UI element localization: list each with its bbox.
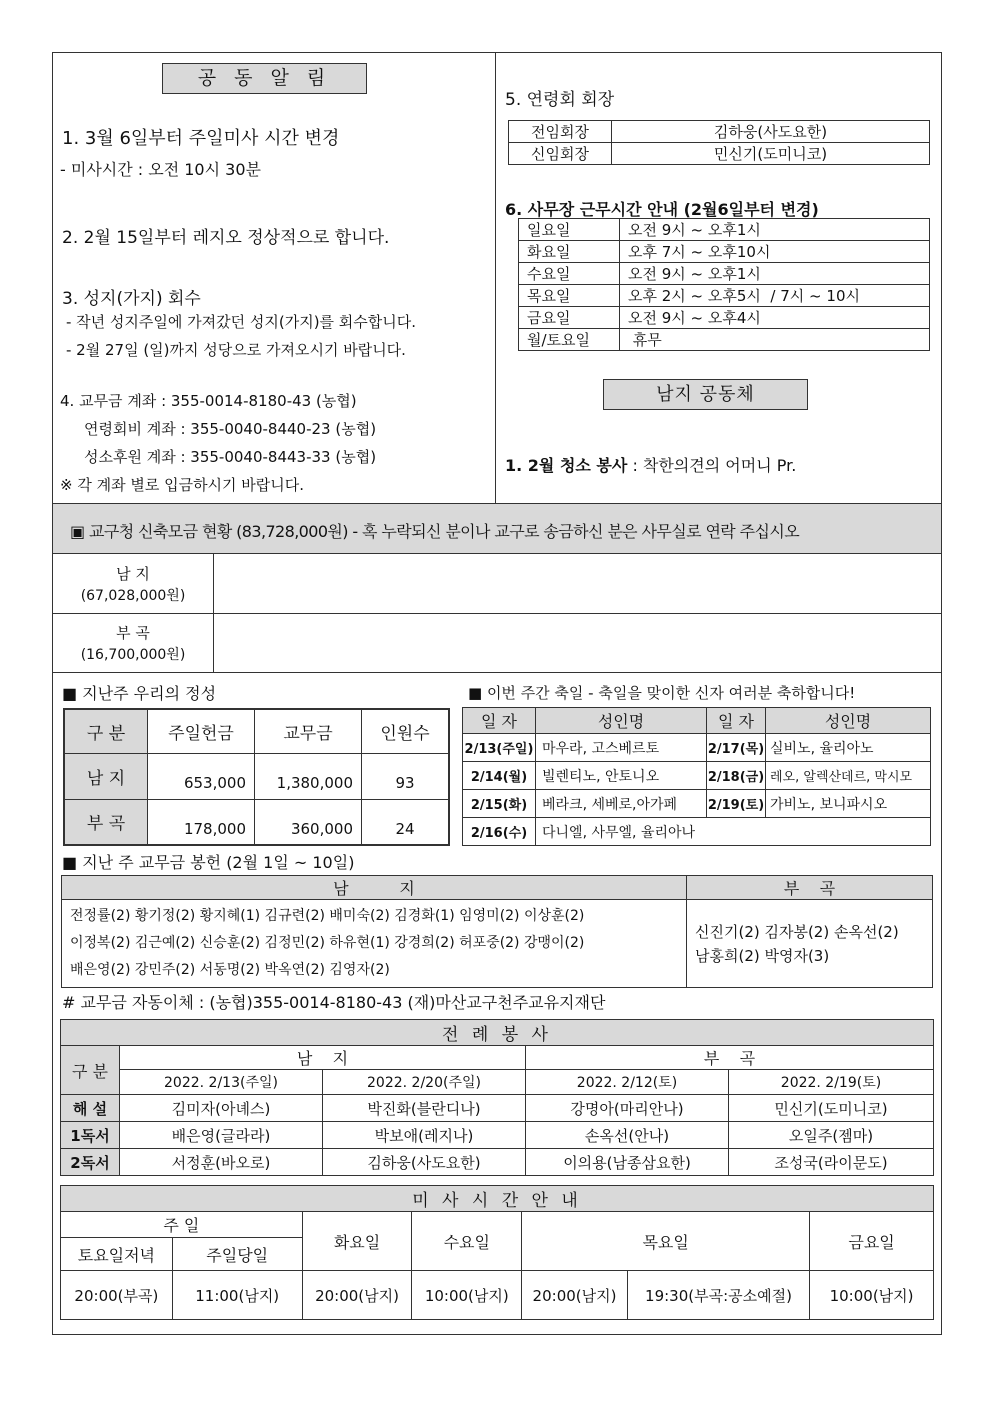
notice-item1-detail: - 미사시간 : 오전 10시 30분 (60, 160, 261, 179)
feast-saint: 다니엘, 사무엘, 율리아나 (536, 818, 931, 846)
office-hours-table (518, 218, 930, 351)
fund-divider (53, 613, 941, 614)
office-hours-row (519, 219, 930, 241)
office-time: 오전 9시 ~ 오후1시 (620, 219, 930, 241)
office-time: 오후 7시 ~ 오후10시 (620, 241, 930, 263)
offering-title: ■ 지난주 우리의 정성 (62, 684, 217, 703)
fund-header: ▣ 교구청 신축모금 현황 (83,728,000원) - 혹 누락되신 분이나 교구로 송금하신 분은 사무실로 연락 주십시오 (70, 522, 800, 541)
feast-date: 2/16(수) (463, 818, 536, 846)
office-day: 월/토요일 (519, 329, 620, 351)
mass-sunday: 주 일 (61, 1212, 303, 1238)
notice-item3-line1: - 작년 성지주일에 가져갔던 성지(가지)를 회수합니다. (66, 313, 417, 331)
notice-item1-title: 1. 3월 6일부터 주일미사 시간 변경 (62, 128, 340, 149)
office-day: 목요일 (519, 285, 620, 307)
mass-sun-day: 주일당일 (172, 1238, 302, 1271)
offering-table (63, 708, 450, 846)
feast-header: 일 자 (707, 708, 766, 734)
feast-row (463, 818, 931, 846)
mass-time: 20:00(남지) (522, 1271, 628, 1320)
association-row (509, 121, 930, 143)
notice-item6-title: 6. 사무장 근무시간 안내 (2월6일부터 변경) (505, 200, 819, 219)
feast-table (462, 707, 931, 846)
feast-row (463, 790, 931, 818)
fund-divider (213, 554, 214, 672)
fund-namji-name: 남 지 (116, 565, 150, 583)
namji-cleaning-label: 1. 2월 청소 봉사 (505, 456, 628, 475)
feast-header: 일 자 (463, 708, 536, 734)
offering-header: 인원수 (362, 709, 450, 753)
mass-wed: 수요일 (412, 1212, 522, 1271)
notice-item4-note: ※ 각 계좌 별로 입금하시기 바랍니다. (60, 476, 305, 494)
liturgy-name: 배은영(글라라) (120, 1122, 323, 1149)
fund-bugok-name: 부 곡 (116, 624, 150, 642)
namji-cleaning-value: : 착한의견의 어머니 Pr. (632, 456, 797, 475)
offering-row (64, 753, 449, 799)
liturgy-name: 손옥선(안나) (526, 1122, 729, 1149)
liturgy-date: 2022. 2/19(토) (729, 1070, 934, 1095)
office-hours-row (519, 307, 930, 329)
office-time: 오전 9시 ~ 오후4시 (620, 307, 930, 329)
office-hours-row (519, 285, 930, 307)
feast-title: ■ 이번 주간 축일 - 축일을 맞이한 신자 여러분 축하합니다! (468, 684, 856, 702)
feast-saint: 가비노, 보니파시오 (766, 790, 931, 818)
dues-title: ■ 지난 주 교무금 봉헌 (2월 1일 ~ 10일) (62, 853, 355, 872)
feast-row (463, 734, 931, 762)
mass-time: 10:00(남지) (412, 1271, 522, 1320)
mass-sat-eve: 토요일저녁 (61, 1238, 173, 1271)
notice-item3-line2: - 2월 27일 (일)까지 성당으로 가져오시기 바랍니다. (66, 341, 406, 359)
liturgy-date: 2022. 2/13(주일) (120, 1070, 323, 1095)
feast-date: 2/14(월) (463, 762, 536, 790)
association-name: 김하웅(사도요한) (612, 121, 930, 143)
feast-date: 2/13(주일) (463, 734, 536, 762)
liturgy-name: 서정훈(바오로) (120, 1149, 323, 1176)
mass-times-row (61, 1271, 934, 1320)
liturgy-row (61, 1095, 934, 1122)
offering-row (64, 799, 449, 845)
liturgy-role: 2독서 (61, 1149, 120, 1176)
liturgy-date: 2022. 2/20(주일) (323, 1070, 526, 1095)
namji-cleaning (505, 453, 796, 476)
association-label: 전임회장 (509, 121, 612, 143)
liturgy-name: 김하웅(사도요한) (323, 1149, 526, 1176)
liturgy-row (61, 1149, 934, 1176)
mass-tue: 화요일 (302, 1212, 412, 1271)
column-divider (495, 52, 496, 503)
namji-community-title: 남지 공동체 (603, 379, 808, 410)
office-time: 휴무 (620, 329, 930, 351)
liturgy-name: 이의용(남종삼요한) (526, 1149, 729, 1176)
notice-item5-title: 5. 연령회 회장 (505, 90, 615, 110)
offering-people: 93 (362, 753, 450, 799)
mass-time: 20:00(남지) (302, 1271, 412, 1320)
office-day: 수요일 (519, 263, 620, 285)
offering-name: 부 곡 (64, 799, 148, 845)
offering-header: 주일헌금 (148, 709, 255, 753)
feast-date: 2/17(목) (707, 734, 766, 762)
liturgy-table (60, 1019, 934, 1176)
liturgy-name: 강명아(마리안나) (526, 1095, 729, 1122)
feast-saint: 실비노, 율리아노 (766, 734, 931, 762)
mass-table (60, 1185, 934, 1320)
association-label: 신임회장 (509, 143, 612, 165)
offering-sunday: 653,000 (148, 753, 255, 799)
liturgy-name: 민신기(도미니코) (729, 1095, 934, 1122)
offering-header: 구 분 (64, 709, 148, 753)
notice-item4-line1: 4. 교무금 계좌 : 355-0014-8180-43 (농협) (60, 392, 357, 410)
dues-namji-line: 전정률(2) 황기정(2) 황지혜(1) 김규련(2) 배미숙(2) 김경화(1) 임영미(2) 이상훈(2) (70, 908, 585, 924)
liturgy-date: 2022. 2/12(토) (526, 1070, 729, 1095)
office-day: 화요일 (519, 241, 620, 263)
offering-header: 교무금 (255, 709, 362, 753)
mass-time: 10:00(남지) (810, 1271, 934, 1320)
offering-dues: 360,000 (255, 799, 362, 845)
liturgy-bugok: 부 곡 (526, 1046, 934, 1070)
feast-saint: 레오, 알렉산데르, 막시모 (766, 762, 931, 790)
notice-item4-line3: 성소후원 계좌 : 355-0040-8443-33 (농협) (84, 448, 377, 466)
association-table (508, 120, 930, 165)
offering-sunday: 178,000 (148, 799, 255, 845)
liturgy-name: 박진화(블란디나) (323, 1095, 526, 1122)
mass-thu: 목요일 (522, 1212, 810, 1271)
dues-namji-header: 남 지 (62, 876, 687, 900)
notice-item4-line2: 연령회비 계좌 : 355-0040-8440-23 (농협) (84, 420, 377, 438)
notice-title: 공 동 알 림 (162, 63, 367, 94)
feast-saint: 빌렌티노, 안토니오 (536, 762, 707, 790)
feast-date: 2/18(금) (707, 762, 766, 790)
dues-namji-list (62, 900, 687, 988)
feast-saint: 마우라, 고스베르토 (536, 734, 707, 762)
dues-bugok-header: 부 곡 (687, 876, 933, 900)
office-time: 오후 2시 ~ 오후5시 / 7시 ~ 10시 (620, 285, 930, 307)
feast-saint: 베라크, 세베로,아가페 (536, 790, 707, 818)
fund-bugok-amount: (16,700,000원) (80, 647, 186, 663)
offering-dues: 1,380,000 (255, 753, 362, 799)
liturgy-name: 박보애(레지나) (323, 1122, 526, 1149)
notice-item2: 2. 2월 15일부터 레지오 정상적으로 합니다. (62, 228, 390, 248)
offering-people: 24 (362, 799, 450, 845)
liturgy-name: 오일주(젬마) (729, 1122, 934, 1149)
office-time: 오전 9시 ~ 오후1시 (620, 263, 930, 285)
dues-namji-line: 배은영(2) 강민주(2) 서동명(2) 박옥연(2) 김영자(2) (70, 962, 390, 978)
dues-table (61, 875, 933, 988)
notice-item3-title: 3. 성지(가지) 회수 (62, 289, 201, 309)
feast-header: 성인명 (536, 708, 707, 734)
offering-name: 남 지 (64, 753, 148, 799)
dues-bugok-line: 남홍희(2) 박영자(3) (695, 946, 830, 965)
liturgy-gubun: 구 분 (61, 1046, 120, 1095)
dues-namji-line: 이정복(2) 김근예(2) 신승훈(2) 김정민(2) 하유현(1) 강경희(2) 허포중(2) 강맹이(2) (70, 935, 585, 951)
feast-date: 2/15(화) (463, 790, 536, 818)
mass-fri: 금요일 (810, 1212, 934, 1271)
liturgy-namji: 남 지 (120, 1046, 526, 1070)
association-row (509, 143, 930, 165)
office-hours-row (519, 329, 930, 351)
liturgy-role: 1독서 (61, 1122, 120, 1149)
association-name: 민신기(도미니코) (612, 143, 930, 165)
fund-namji-amount: (67,028,000원) (80, 588, 186, 604)
mass-time: 11:00(남지) (172, 1271, 302, 1320)
mass-time: 20:00(부곡) (61, 1271, 173, 1320)
office-day: 금요일 (519, 307, 620, 329)
dues-bugok-list (687, 900, 933, 988)
liturgy-title: 전 례 봉 사 (61, 1020, 934, 1046)
office-hours-row (519, 241, 930, 263)
office-hours-row (519, 263, 930, 285)
liturgy-name: 조성국(라이문도) (729, 1149, 934, 1176)
feast-header: 성인명 (766, 708, 931, 734)
liturgy-role: 해 설 (61, 1095, 120, 1122)
dues-bugok-line: 신진기(2) 김자봉(2) 손옥선(2) (695, 922, 899, 941)
liturgy-row (61, 1122, 934, 1149)
feast-date: 2/19(토) (707, 790, 766, 818)
mass-time: 19:30(부곡:공소예절) (627, 1271, 809, 1320)
feast-row (463, 762, 931, 790)
office-day: 일요일 (519, 219, 620, 241)
fund-divider (53, 672, 941, 673)
dues-autopay: # 교무금 자동이체 : (농협)355-0014-8180-43 (재)마산교구천주교유지재단 (62, 993, 606, 1012)
mass-title: 미 사 시 간 안 내 (61, 1186, 934, 1212)
liturgy-name: 김미자(아녜스) (120, 1095, 323, 1122)
